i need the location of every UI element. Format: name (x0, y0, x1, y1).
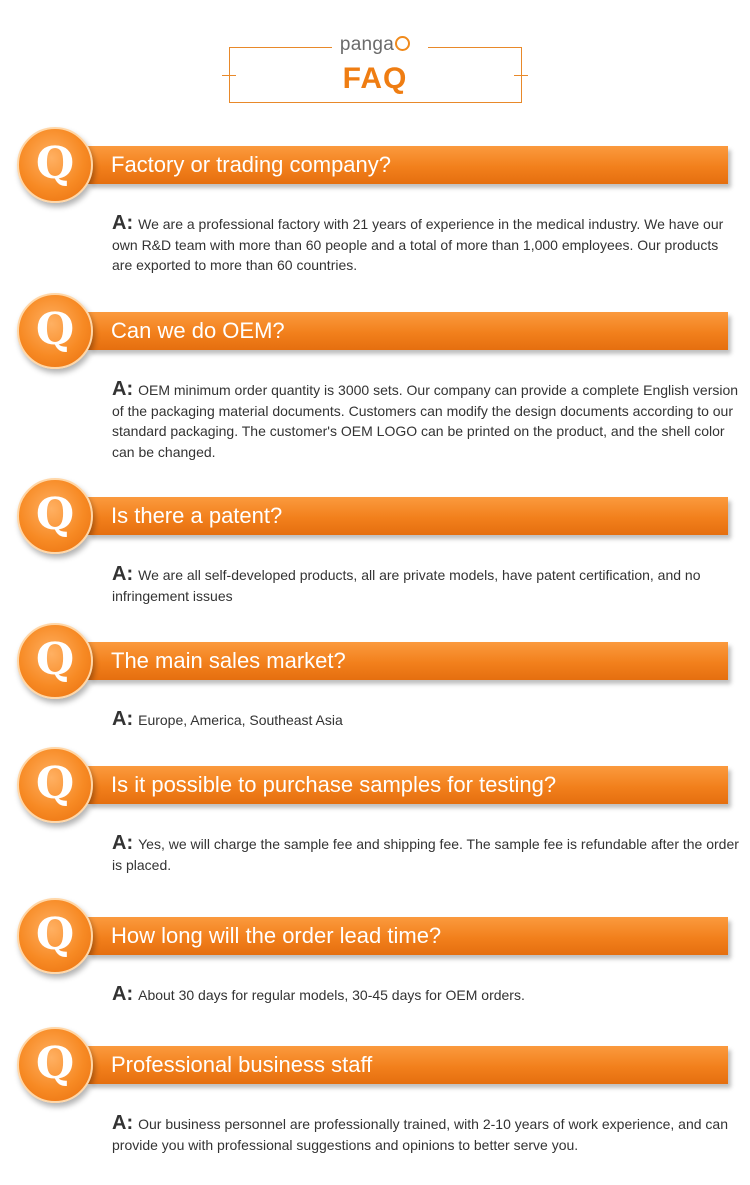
q-badge-icon (17, 898, 93, 974)
answer-text: We are all self-developed products, all are private models, have patent certification, and no infringement issues (112, 567, 701, 604)
q-badge-icon (17, 478, 93, 554)
q-badge-letter: Q (35, 304, 75, 355)
q-badge-letter: Q (35, 634, 75, 685)
q-badge-letter: Q (35, 489, 75, 540)
answer-text: Europe, America, Southeast Asia (138, 712, 343, 728)
answer-text-block (112, 833, 742, 875)
answer-text: We are a professional factory with 21 years of experience in the medical industry. We have our own R&D team with more than 60 people and a total of more than 1,000 employees. Our products are exported to more than 60 countries. (112, 216, 724, 273)
answer-text-block (112, 213, 742, 276)
brand-logo (0, 34, 750, 56)
q-badge-icon (17, 623, 93, 699)
answer-label: A: (112, 983, 134, 1005)
brand-o-mark (395, 36, 410, 51)
answer-text-block (112, 709, 742, 731)
q-badge-letter: Q (35, 758, 75, 809)
answer-text-block (112, 984, 742, 1006)
answer-text-block (112, 1113, 742, 1155)
answer-text: Our business personnel are professionally trained, with 2-10 years of work experience, and can provide you with professional suggestions and opinions to better serve you. (112, 1116, 728, 1153)
answer-label: A: (112, 708, 134, 730)
answer-label: A: (112, 832, 134, 854)
answer-label: A: (112, 1112, 134, 1134)
answer-label: A: (112, 378, 134, 400)
page-title: FAQ (342, 62, 408, 95)
question-text: Is it possible to purchase samples for testing? (111, 772, 557, 797)
answer-text-block (112, 379, 742, 462)
q-badge-icon (17, 293, 93, 369)
q-badge-icon (17, 747, 93, 823)
q-badge-icon (17, 127, 93, 203)
question-text: Is there a patent? (111, 503, 283, 528)
question-text: Factory or trading company? (111, 152, 392, 177)
answer-text: OEM minimum order quantity is 3000 sets. Our company can provide a complete English version of the packaging material documents. Customers can modify the design documents according to our standard packaging. The customer's OEM LOGO can be printed on the product, and the shell color can be changed. (112, 382, 739, 460)
q-badge-icon (17, 1027, 93, 1103)
answer-text: About 30 days for regular models, 30-45 days for OEM orders. (138, 987, 525, 1003)
question-text: How long will the order lead time? (111, 923, 442, 948)
question-text: Professional business staff (111, 1052, 373, 1077)
question-text: The main sales market? (111, 648, 346, 673)
answer-text: Yes, we will charge the sample fee and shipping fee. The sample fee is refundable after the order is placed. (112, 836, 739, 873)
q-badge-letter: Q (35, 909, 75, 960)
question-text: Can we do OEM? (111, 318, 285, 343)
answer-label: A: (112, 212, 134, 234)
answer-text-block (112, 564, 742, 606)
answer-label: A: (112, 563, 134, 585)
brand-name: panga (339, 34, 395, 55)
faq-header (0, 0, 750, 115)
header-line-bottom (229, 102, 522, 103)
q-badge-letter: Q (35, 1038, 75, 1089)
q-badge-letter: Q (35, 138, 75, 189)
